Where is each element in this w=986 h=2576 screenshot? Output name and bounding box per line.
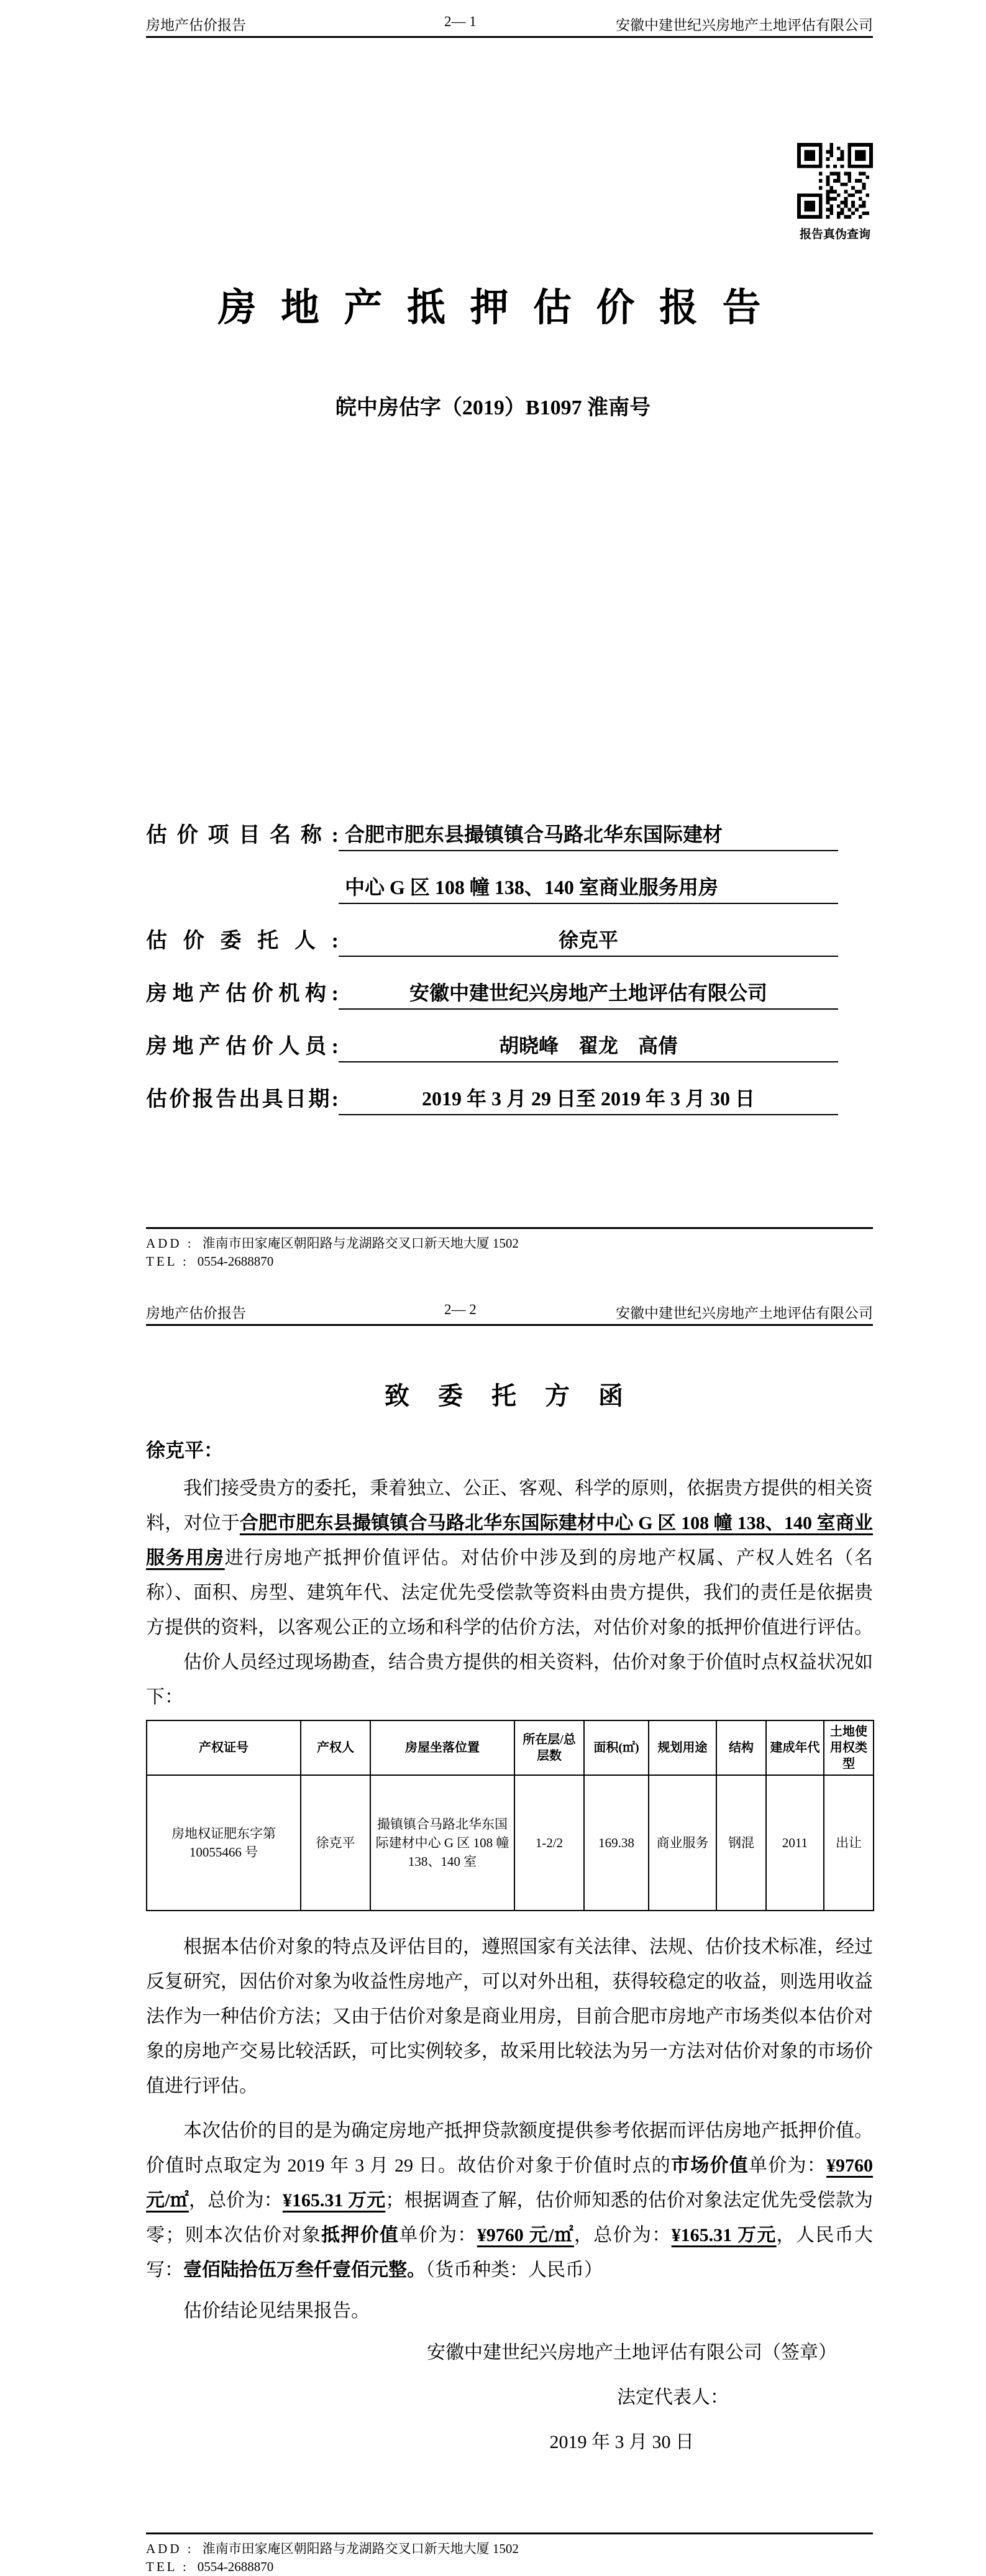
cell-structure: 钢混 <box>716 1775 766 1911</box>
footer-phone-line <box>146 1253 873 1271</box>
mortgage-value-term: 抵押价值 <box>321 2225 399 2245</box>
footer-address-line <box>146 1235 873 1253</box>
field-value-project-line1: 合肥市肥东县撮镇镇合马路北华东国际建材 <box>339 819 838 851</box>
cover-fields <box>146 798 873 1115</box>
mortgage-unit-price: ¥9760 元/㎡ <box>477 2225 574 2245</box>
header-doc-type: 房地产估价报告 <box>146 1305 246 1321</box>
field-value-project-line2: 中心 G 区 108 幢 138、140 室商业服务用房 <box>339 872 838 904</box>
col-owner: 产权人 <box>301 1720 370 1775</box>
cell-location: 撮镇镇合马路北华东国际建材中心 G 区 108 幢 138、140 室 <box>370 1775 514 1911</box>
footer-address-value: 淮南市田家庵区朝阳路与龙湖路交叉口新天地大厦 1502 <box>202 1236 519 1251</box>
letter-title: 致 委 托 方 函 <box>385 1382 634 1410</box>
field-value-report-date: 2019 年 3 月 29 日至 2019 年 3 月 30 日 <box>339 1083 838 1115</box>
cell-year-built: 2011 <box>766 1775 824 1911</box>
cell-owner: 徐克平 <box>301 1775 370 1911</box>
para1-body: 进行房地产抵押价值评估。对估价中涉及到的房地产权属、产权人姓名（名称）、面积、房型、建筑年代、法定优先受偿款等资料由贵方提供，我们的责任是依据贵方提供的资料，以客观公正的立场和科学的估价方法，对估价对象的抵押价值进行评估。 <box>146 1548 874 1638</box>
para4-text: 单价为： <box>399 2225 477 2245</box>
footer-address-line <box>146 2540 873 2558</box>
col-location: 房屋坐落位置 <box>370 1720 514 1775</box>
footer-phone-label: TEL : <box>146 2559 189 2574</box>
signature-date: 2019 年 3 月 30 日 <box>549 2432 694 2452</box>
field-row-agency <box>146 957 838 1010</box>
letter-paragraph-1 <box>146 1471 873 1645</box>
field-label-project: 估价项目名称: <box>146 824 339 847</box>
header-page-number: 2— 2 <box>444 1302 477 1317</box>
qr-caption: 报告真伪查询 <box>799 228 870 241</box>
header-rule <box>146 1324 873 1326</box>
field-value-agency: 安徽中建世纪兴房地产土地评估有限公司 <box>339 977 838 1010</box>
signature-legal-rep: 法定代表人： <box>617 2387 729 2408</box>
footer-rule <box>146 2533 873 2534</box>
col-certificate-no: 产权证号 <box>147 1720 301 1775</box>
col-land-use-type: 土地使用权类型 <box>824 1720 874 1775</box>
field-label-client: 估价委托人: <box>146 929 339 952</box>
report-page-2 <box>0 1288 986 2576</box>
market-value-term: 市场价值 <box>671 2155 749 2176</box>
report-number: 皖中房估字（2019）B1097 淮南号 <box>335 396 651 419</box>
header-page-number: 2— 1 <box>444 14 477 29</box>
market-unit-price: ¥9760 元/㎡ <box>146 2155 873 2211</box>
footer-address-label: ADD : <box>146 1236 194 1251</box>
conclusion-note: 估价结论见结果报告。 <box>183 2301 370 2321</box>
col-area: 面积(㎡) <box>584 1720 649 1775</box>
field-row-client <box>146 904 838 957</box>
page-header <box>146 1302 873 1320</box>
footer-address-label: ADD : <box>146 2541 194 2556</box>
footer-address-value: 淮南市田家庵区朝阳路与龙湖路交叉口新天地大厦 1502 <box>202 2541 519 2556</box>
mortgage-total-price: ¥165.31 万元 <box>671 2225 777 2245</box>
cell-floor: 1-2/2 <box>514 1775 584 1911</box>
currency-type-note: （货币种类：人民币） <box>426 2260 603 2280</box>
col-structure: 结构 <box>716 1720 766 1775</box>
footer-phone-label: TEL : <box>146 1254 189 1269</box>
page-header <box>146 14 873 32</box>
header-doc-type: 房地产估价报告 <box>146 17 246 33</box>
qr-code <box>797 143 873 219</box>
cell-area: 169.38 <box>584 1775 649 1911</box>
field-label-agency: 房地产估价机构: <box>146 982 339 1005</box>
letter-paragraph-3: 根据本估价对象的特点及评估目的，遵照国家有关法律、法规、估价技术标准，经过反复研究，因估价对象为收益性房地产，可以对外出租，获得较稳定的收益，则选用收益法作为一种估价方法；又由于估价对象是商业用房，目前合肥市房地产市场类似本估价对象的房地产交易比较活跃，可比实例较多，故采用比较法为另一方法对估价对象的市场价值进行评估。 <box>146 1937 873 2096</box>
field-row-project-cont <box>146 851 838 904</box>
amount-in-words: 壹佰陆拾伍万叁仟壹佰元整。 <box>183 2260 426 2280</box>
qr-code-image <box>797 143 873 219</box>
signature-company: 安徽中建世纪兴房地产土地评估有限公司（签章） <box>427 2342 837 2363</box>
field-label-report-date: 估价报告出具日期: <box>146 1088 339 1111</box>
para4-purpose: 本次估价的目的是为确定房地产抵押贷款额度提供参考依据而评估房地产抵押价值。价值时点取定为 2019 年 3 月 29 日。故估价对象于价值时点的 <box>146 2121 873 2176</box>
table-row <box>147 1775 874 1911</box>
para4-text: ，总价为： <box>188 2190 283 2211</box>
cell-land-use-type: 出让 <box>824 1775 874 1911</box>
field-row-report-date <box>146 1062 838 1115</box>
footer-phone-value: 0554-2688870 <box>197 2559 274 2574</box>
para1-intro: 我们接受贵方的委托，秉着独立、公正、客观、科学的原则，依据贵方提供的相关资料，对位于 <box>146 1478 873 1533</box>
field-row-project <box>146 798 838 851</box>
property-rights-table <box>146 1720 874 1911</box>
header-company: 安徽中建世纪兴房地产土地评估有限公司 <box>616 17 873 33</box>
para1-subject-property: 合肥市肥东县撮镇镇合马路北华东国际建材中心 G 区 108 幢 138、140 室商业服务用房 <box>146 1513 874 1568</box>
footer-phone-line <box>146 2558 873 2576</box>
col-year-built: 建成年代 <box>766 1720 824 1775</box>
letter-body <box>146 1369 873 2458</box>
footer-phone-value: 0554-2688870 <box>197 1254 274 1269</box>
header-company: 安徽中建世纪兴房地产土地评估有限公司 <box>616 1305 873 1321</box>
footer-rule <box>146 1227 873 1229</box>
report-title: 房 地 产 抵 押 估 价 报 告 <box>217 287 769 329</box>
letter-salutation: 徐克平： <box>146 1440 223 1461</box>
page-footer <box>146 2533 873 2576</box>
para4-text: 单价为： <box>749 2155 826 2176</box>
para4-text: ，人民币大写： <box>146 2225 874 2280</box>
field-value-valuers: 胡晓峰 翟龙 高倩 <box>339 1030 838 1062</box>
field-row-valuers <box>146 1010 838 1062</box>
para4-text: ，总价为： <box>573 2225 672 2245</box>
header-rule <box>146 36 873 38</box>
cell-certificate-no: 房地权证肥东字第 10055466 号 <box>147 1775 301 1911</box>
letter-paragraph-2: 估价人员经过现场勘查，结合贵方提供的相关资料，估价对象于价值时点权益状况如下： <box>146 1652 873 1707</box>
cell-planned-use: 商业服务 <box>649 1775 716 1911</box>
col-floor: 所在层/总层数 <box>514 1720 584 1775</box>
table-header-row <box>147 1720 874 1775</box>
market-total-price: ¥165.31 万元 <box>282 2190 386 2211</box>
col-planned-use: 规划用途 <box>649 1720 716 1775</box>
page-footer <box>146 1227 873 1271</box>
field-label-valuers: 房地产估价人员: <box>146 1035 339 1058</box>
para4-text: ；根据调查了解，估价师知悉的估价对象法定优先受偿款为零；则本次估价对象 <box>146 2190 874 2245</box>
letter-paragraph-4 <box>146 2114 873 2288</box>
field-value-client: 徐克平 <box>339 925 838 957</box>
